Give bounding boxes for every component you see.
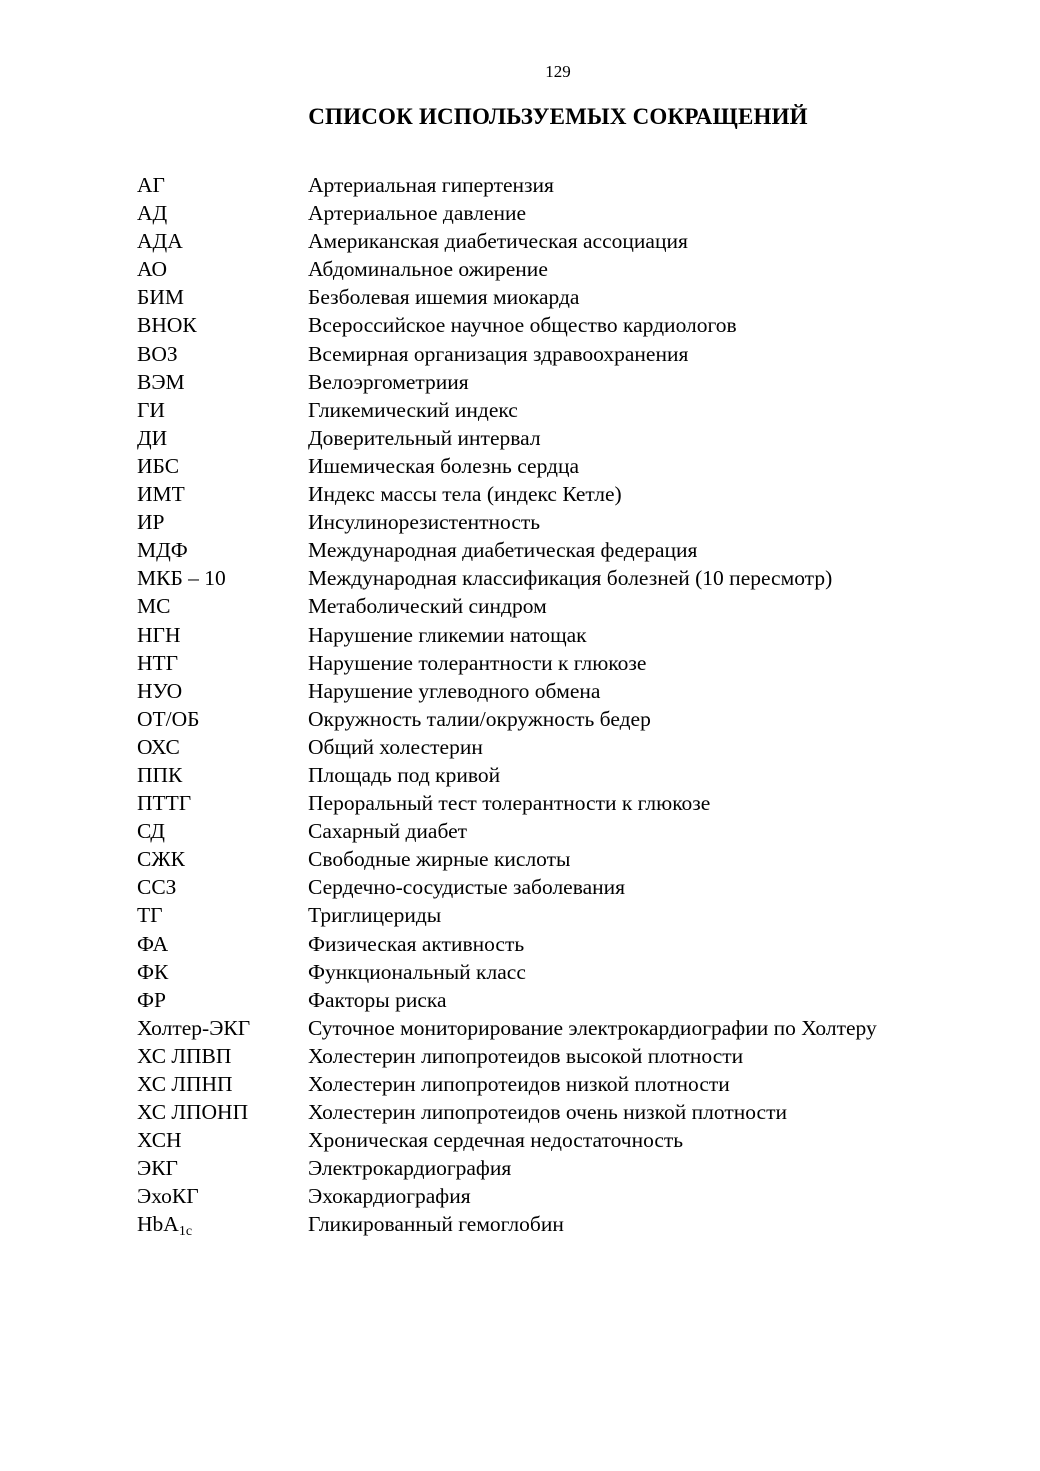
abbreviation-description: Нарушение углеводного обмена [308,678,601,703]
abbreviation-row [137,255,1017,283]
abbreviation-term [137,705,308,733]
abbreviation-row [137,649,1017,677]
abbreviation-term [137,199,308,227]
abbreviation-term [137,845,308,873]
abbreviation-term [137,1210,308,1238]
abbreviation-term-text: Холтер-ЭКГ [137,1015,251,1040]
abbreviation-row [137,536,1017,564]
abbreviation-term-text: ДИ [137,425,168,450]
abbreviation-term-text: МДФ [137,538,188,563]
abbreviation-term-text: АГ [137,173,165,197]
abbreviation-description: Холестерин липопротеидов высокой плотности [308,1043,744,1068]
abbreviation-term [137,311,308,339]
abbreviation-term-text: ХС ЛПНП [137,1072,233,1096]
abbreviation-description: Функциональный класс [308,959,526,984]
abbreviation-term [137,649,308,677]
abbreviation-term-text: ГИ [137,397,165,422]
abbreviation-term-text: БИМ [137,285,184,310]
abbreviation-row [137,508,1017,536]
abbreviation-description: Метаболический синдром [308,594,547,619]
abbreviation-term [137,368,308,396]
abbreviation-term [137,452,308,480]
abbreviation-term [137,1154,308,1182]
abbreviation-description: Индекс массы тела (индекс Кетле) [308,482,622,507]
abbreviation-description: Гликемический индекс [308,397,518,422]
abbreviation-row [137,1154,1017,1182]
abbreviation-term-text: СЖК [137,847,185,872]
abbreviation-description: Всемирная организация здравоохранения [308,341,689,366]
abbreviation-row [137,789,1017,817]
abbreviation-term-text: АО [137,257,167,282]
page-title: СПИСОК ИСПОЛЬЗУЕМЫХ СОКРАЩЕНИЙ [308,104,808,129]
abbreviation-term-text: ВОЗ [137,341,178,366]
abbreviation-description: Сахарный диабет [308,819,468,844]
abbreviation-description: Доверительный интервал [308,425,541,450]
abbreviation-description: Свободные жирные кислоты [308,847,571,872]
abbreviation-row [137,817,1017,845]
abbreviation-description: Абдоминальное ожирение [308,257,548,282]
abbreviation-term-text: ЭхоКГ [137,1184,199,1209]
abbreviation-term [137,171,308,199]
abbreviation-row [137,677,1017,705]
abbreviation-description: Велоэргометриия [308,369,469,394]
abbreviation-term-text: МС [137,594,171,619]
abbreviation-description: Электрокардиография [308,1156,512,1181]
abbreviation-term-text: НТГ [137,650,179,675]
abbreviation-term [137,986,308,1014]
abbreviation-row [137,452,1017,480]
abbreviation-row [137,621,1017,649]
abbreviation-term [137,1182,308,1210]
abbreviation-description: Физическая активность [308,931,525,956]
abbreviation-row [137,283,1017,311]
abbreviation-term-text: ИБС [137,453,180,478]
abbreviation-description: Гликированный гемоглобин [308,1212,564,1237]
abbreviation-row [137,1126,1017,1154]
abbreviation-term [137,1070,308,1098]
abbreviation-term [137,1014,308,1042]
abbreviation-row [137,311,1017,339]
abbreviation-description: Всероссийское научное общество кардиологов [308,313,737,338]
abbreviation-term [137,677,308,705]
abbreviation-term-text: ФР [137,987,166,1012]
abbreviation-row [137,761,1017,789]
abbreviation-description: Суточное мониторирование электрокардиографии по Холтеру [308,1015,877,1040]
abbreviation-term-text: НУО [137,678,183,703]
abbreviation-row [137,1210,1017,1238]
abbreviation-term [137,1126,308,1154]
abbreviation-row [137,340,1017,368]
abbreviation-row [137,1070,1017,1098]
abbreviation-term-text: ТГ [137,903,163,928]
abbreviation-term-text: СД [137,819,165,844]
abbreviation-description: Нарушение толерантности к глюкозе [308,650,647,675]
abbreviation-term [137,901,308,929]
abbreviation-row [137,873,1017,901]
abbreviation-term [137,255,308,283]
abbreviation-term [137,733,308,761]
abbreviation-term [137,396,308,424]
abbreviation-term [137,480,308,508]
abbreviation-term [137,227,308,255]
abbreviation-term-text: ХС ЛПВП [137,1043,232,1068]
abbreviation-term-text: АДА [137,229,183,254]
abbreviation-row [137,958,1017,986]
abbreviation-description: Американская диабетическая ассоциация [308,229,688,254]
abbreviation-row [137,1042,1017,1070]
abbreviation-term [137,508,308,536]
abbreviation-term-text: ФА [137,931,169,956]
abbreviation-description: Эхокардиография [308,1184,471,1209]
abbreviation-term [137,564,308,592]
abbreviation-row [137,480,1017,508]
abbreviation-row [137,705,1017,733]
abbreviation-term-text: АД [137,201,168,226]
abbreviation-term [137,1042,308,1070]
abbreviation-row [137,1098,1017,1126]
abbreviation-term [137,761,308,789]
abbreviation-list [137,171,1017,1239]
abbreviation-row [137,901,1017,929]
abbreviation-term-text: ОХС [137,734,180,759]
abbreviation-description: Ишемическая болезнь сердца [308,453,580,478]
abbreviation-term-text: ППК [137,762,183,787]
abbreviation-description: Нарушение гликемии натощак [308,622,587,647]
abbreviation-term-text: HbA [137,1212,179,1237]
abbreviation-term-text: ССЗ [137,875,177,900]
abbreviation-description: Международная диабетическая федерация [308,538,698,563]
abbreviation-description: Холестерин липопротеидов очень низкой плотности [308,1100,787,1125]
abbreviation-description: Триглицериды [308,903,442,928]
abbreviation-row [137,199,1017,227]
abbreviation-term-text: ВНОК [137,313,197,338]
abbreviation-row [137,1014,1017,1042]
abbreviation-term-text: ВЭМ [137,369,185,394]
abbreviation-description: Пероральный тест толерантности к глюкозе [308,791,711,816]
abbreviation-row [137,396,1017,424]
abbreviation-description: Хроническая сердечная недостаточность [308,1128,684,1153]
abbreviation-description: Холестерин липопротеидов низкой плотности [308,1072,730,1096]
abbreviation-description: Инсулинорезистентность [308,510,541,535]
abbreviation-row [137,986,1017,1014]
abbreviation-term-text: ХСН [137,1128,182,1153]
abbreviation-row [137,564,1017,592]
abbreviation-term-text: ИМТ [137,482,185,507]
abbreviation-description: Артериальная гипертензия [308,173,554,197]
abbreviation-term [137,340,308,368]
abbreviation-row [137,930,1017,958]
abbreviation-term-text: ЭКГ [137,1156,178,1181]
abbreviation-row [137,368,1017,396]
abbreviation-row [137,171,1017,199]
abbreviation-term-text: ПТТГ [137,791,192,816]
abbreviation-row [137,845,1017,873]
abbreviation-term [137,789,308,817]
abbreviation-term [137,283,308,311]
abbreviation-term [137,536,308,564]
abbreviation-term [137,1098,308,1126]
abbreviation-term [137,592,308,620]
abbreviation-term-text: ХС ЛПОНП [137,1100,249,1125]
abbreviation-term-text: ОТ/ОБ [137,706,200,731]
abbreviation-row [137,227,1017,255]
abbreviation-term [137,424,308,452]
abbreviation-term-text: ИР [137,510,165,535]
abbreviation-description: Общий холестерин [308,734,483,759]
page-number: 129 [545,62,571,81]
abbreviation-description: Международная классификация болезней (10 пересмотр) [308,566,833,591]
abbreviation-row [137,424,1017,452]
abbreviation-term [137,873,308,901]
abbreviation-term [137,958,308,986]
abbreviation-description: Окружность талии/окружность бедер [308,706,651,731]
abbreviation-row [137,592,1017,620]
abbreviation-term-text: МКБ – 10 [137,566,226,591]
abbreviation-row [137,733,1017,761]
abbreviation-term-text: НГН [137,622,181,647]
abbreviation-term [137,621,308,649]
abbreviation-row [137,1182,1017,1210]
abbreviation-term [137,817,308,845]
abbreviation-description: Площадь под кривой [308,762,501,787]
abbreviation-description: Артериальное давление [308,201,527,226]
abbreviation-term-subscript: 1c [178,1224,193,1240]
abbreviation-description: Факторы риска [308,987,447,1012]
abbreviation-term [137,930,308,958]
abbreviation-term-text: ФК [137,959,169,984]
abbreviation-description: Сердечно-сосудистые заболевания [308,875,626,900]
abbreviation-description: Безболевая ишемия миокарда [308,285,580,310]
